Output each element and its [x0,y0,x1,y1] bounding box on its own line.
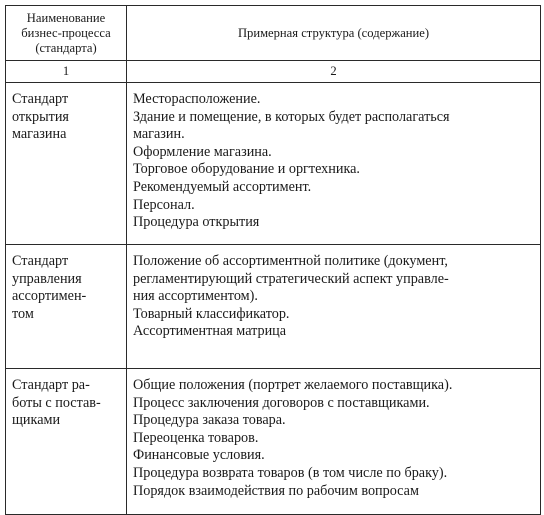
standard-name [6,83,127,245]
standard-contents [127,83,541,245]
standard-contents [127,369,541,515]
header-line: Наименование [26,10,106,25]
table-row [6,369,541,515]
content-line: Финансовые условия. [133,447,265,464]
content-line: регламентирующий стратегический аспект управле- [133,270,449,287]
content-line: Товарный классификатор. [133,305,290,322]
content-line: Месторасположение. [133,91,261,107]
content-line: Общие положения (портрет желаемого поставщика). [133,377,453,393]
name-line: щиками [12,412,61,429]
table-row [6,245,541,369]
name-line: том [12,305,34,322]
name-line: магазина [12,126,67,143]
content-line: Переоценка товаров. [133,429,259,446]
header-line: (стандарта) [35,40,97,55]
table-row [6,83,541,245]
name-line: ассортимен- [12,288,87,305]
content-line: Порядок взаимодействия по рабочим вопросам [133,482,419,499]
content-line: ния ассортиментом). [133,288,258,305]
column-number-row [6,61,541,83]
name-line: управления [12,270,82,287]
content-line: Ассортиментная матрица [133,323,287,340]
content-line: Здание и помещение, в которых будет располагаться [133,108,450,125]
name-line: Стандарт [12,253,69,269]
standard-name [6,245,127,369]
header-line: бизнес-процесса [21,25,111,40]
content-line: Персонал. [133,196,195,213]
name-line: боты с постав- [12,394,101,411]
standard-name [6,369,127,515]
standard-contents [127,245,541,369]
content-line: Процедура заказа товара. [133,412,286,429]
name-line: открытия [12,108,69,125]
content-line: Торговое оборудование и оргтехника. [133,161,360,178]
content-line: Оформление магазина. [133,143,272,160]
content-line: Процедура возврата товаров (в том числе по браку). [133,464,448,481]
column-number-2: 2 [127,61,541,83]
column-number-1: 1 [6,61,127,83]
standards-table [5,5,541,515]
content-line: Процесс заключения договоров с поставщиками. [133,394,430,411]
content-line: Рекомендуемый ассортимент. [133,178,312,195]
header-structure: Примерная структура (содержание) [127,6,541,61]
content-line: Положение об ассортиментной политике (документ, [133,253,448,269]
content-line: магазин. [133,126,185,143]
name-line: Стандарт [12,91,69,107]
header-row [6,6,541,61]
name-line: Стандарт ра- [12,377,90,393]
header-process-name [6,6,127,61]
content-line: Процедура открытия [133,214,260,231]
